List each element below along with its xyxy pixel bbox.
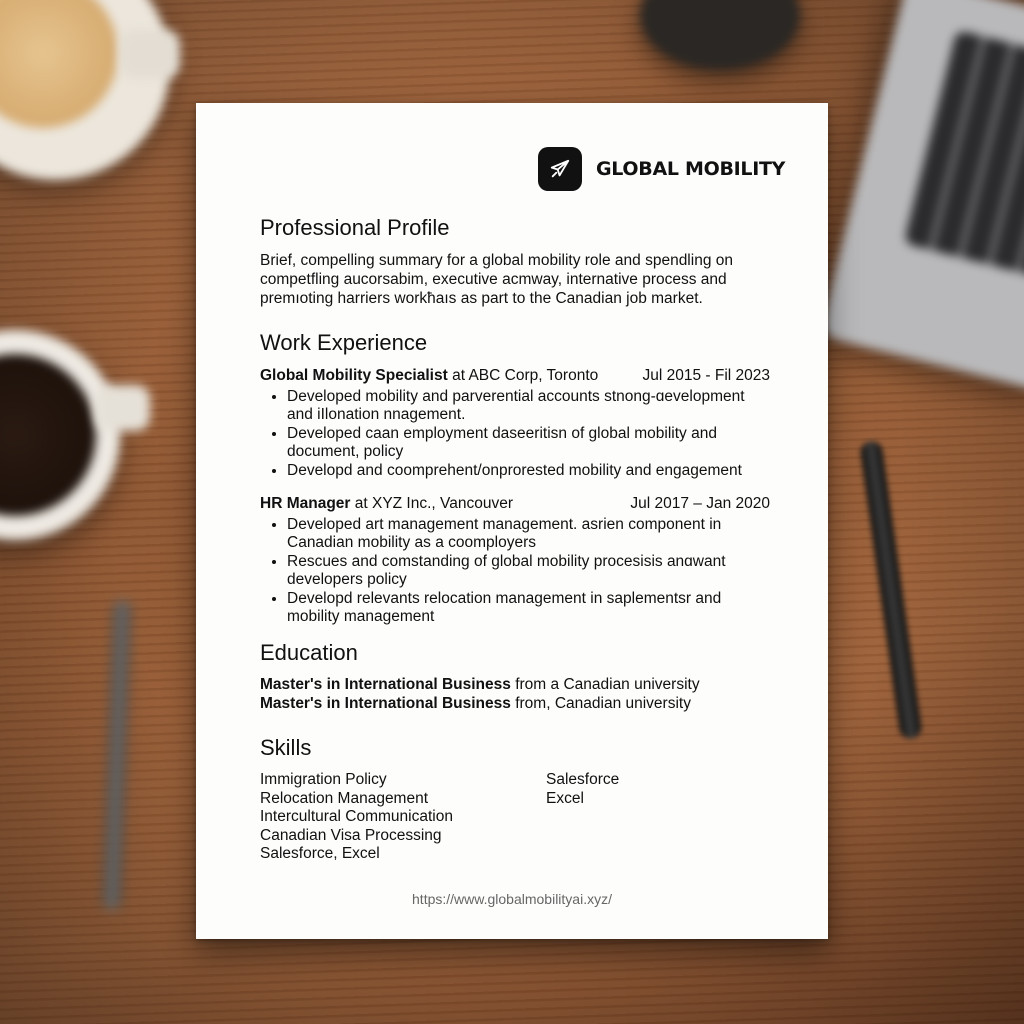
skills-columns [260, 771, 770, 863]
section-heading: Skills [260, 735, 312, 761]
profile-line: competfling aucorsabim, executive acmway, internative process and [260, 271, 727, 288]
brand-name: GLOBAL MOBILITY [596, 158, 786, 180]
skill-item: Intercultural Communication [260, 808, 453, 826]
job-company: at ABC Corp, Toronto [447, 367, 599, 384]
skills-section [260, 735, 770, 863]
cup-handle [120, 30, 180, 78]
job-bullet: • Rescues and comstanding of global mobility procesisis anɑwant developers policy [287, 553, 770, 590]
job-company: at XYZ Inc., Vancouver [350, 495, 513, 513]
job-dates: Jul 2017 – Jan 2020 [630, 495, 770, 513]
experience-section [260, 330, 770, 626]
skill-item: Relocation Management [260, 789, 429, 807]
brand-header [538, 147, 785, 191]
coffee-cup-latte [0, 0, 170, 180]
job-role [260, 366, 598, 385]
job-title: HR Manager [260, 495, 351, 513]
job-header [260, 494, 770, 513]
section-heading: Professional Profile [260, 215, 450, 240]
job-role [260, 494, 513, 513]
airplane-icon-glyph [549, 158, 571, 180]
profile-section [260, 215, 770, 308]
profile-line: Brief, compelling summary for a global mobility role and spendling on [260, 252, 733, 269]
education-degree: Master's in International Business [260, 676, 511, 694]
skill-item: Salesforce, Excel [260, 844, 380, 862]
airplane-icon [538, 147, 582, 191]
education-detail: from a Canadian university [510, 676, 700, 694]
profile-line: premıoting harriers workħaıs as part to the Canadian job market. [260, 290, 703, 307]
job-entry [260, 494, 770, 626]
job-bullet: • Developd and coomprehent/onprorested mobility and engagement [287, 462, 770, 480]
job-dates: Jul 2015 - Fil 2023 [642, 367, 770, 384]
job-entry [260, 366, 770, 480]
skill-item: Excel [546, 789, 584, 807]
skill-item: Immigration Policy [260, 771, 387, 789]
education-detail: from, Canadian university [510, 694, 691, 712]
pen-silver [103, 600, 132, 910]
pen-holder [640, 0, 800, 70]
job-header [260, 366, 770, 385]
education-degree: Master's in International Business [260, 694, 511, 712]
job-bullets [260, 388, 770, 480]
cup-handle [95, 385, 150, 431]
skills-column [260, 771, 546, 863]
skill-item: Salesforce [546, 771, 620, 789]
job-bullet: • Developed art management management. asrien component in Canadian mobility as a coomployers [287, 516, 770, 553]
laptop [819, 0, 1024, 394]
section-heading: Work Experience [260, 330, 428, 355]
section-heading: Education [260, 640, 358, 666]
job-bullet: • Developed caan employment daseeritisn of global mobility and document, policy [287, 425, 770, 462]
education-entry [260, 695, 770, 713]
footer-url[interactable]: https://www.globalmobilityai.xyz/ [412, 891, 612, 907]
skill-item: Canadian Visa Processing [260, 826, 442, 844]
skills-column [546, 771, 619, 863]
resume-content [260, 215, 770, 885]
job-bullets [260, 516, 770, 626]
job-title: Global Mobility Specialist [260, 367, 448, 384]
coffee-cup-black [0, 330, 120, 540]
education-section [260, 640, 770, 713]
job-bullet: • Developed mobility and parverential accounts stnong-ɑevelopment and iIlonation nnagement. [287, 388, 770, 425]
job-bullet: • Developd relevants relocation management in saplementsr and mobility management [287, 590, 770, 627]
resume-page [196, 103, 828, 939]
education-entry [260, 676, 770, 694]
pen-black [859, 440, 923, 740]
